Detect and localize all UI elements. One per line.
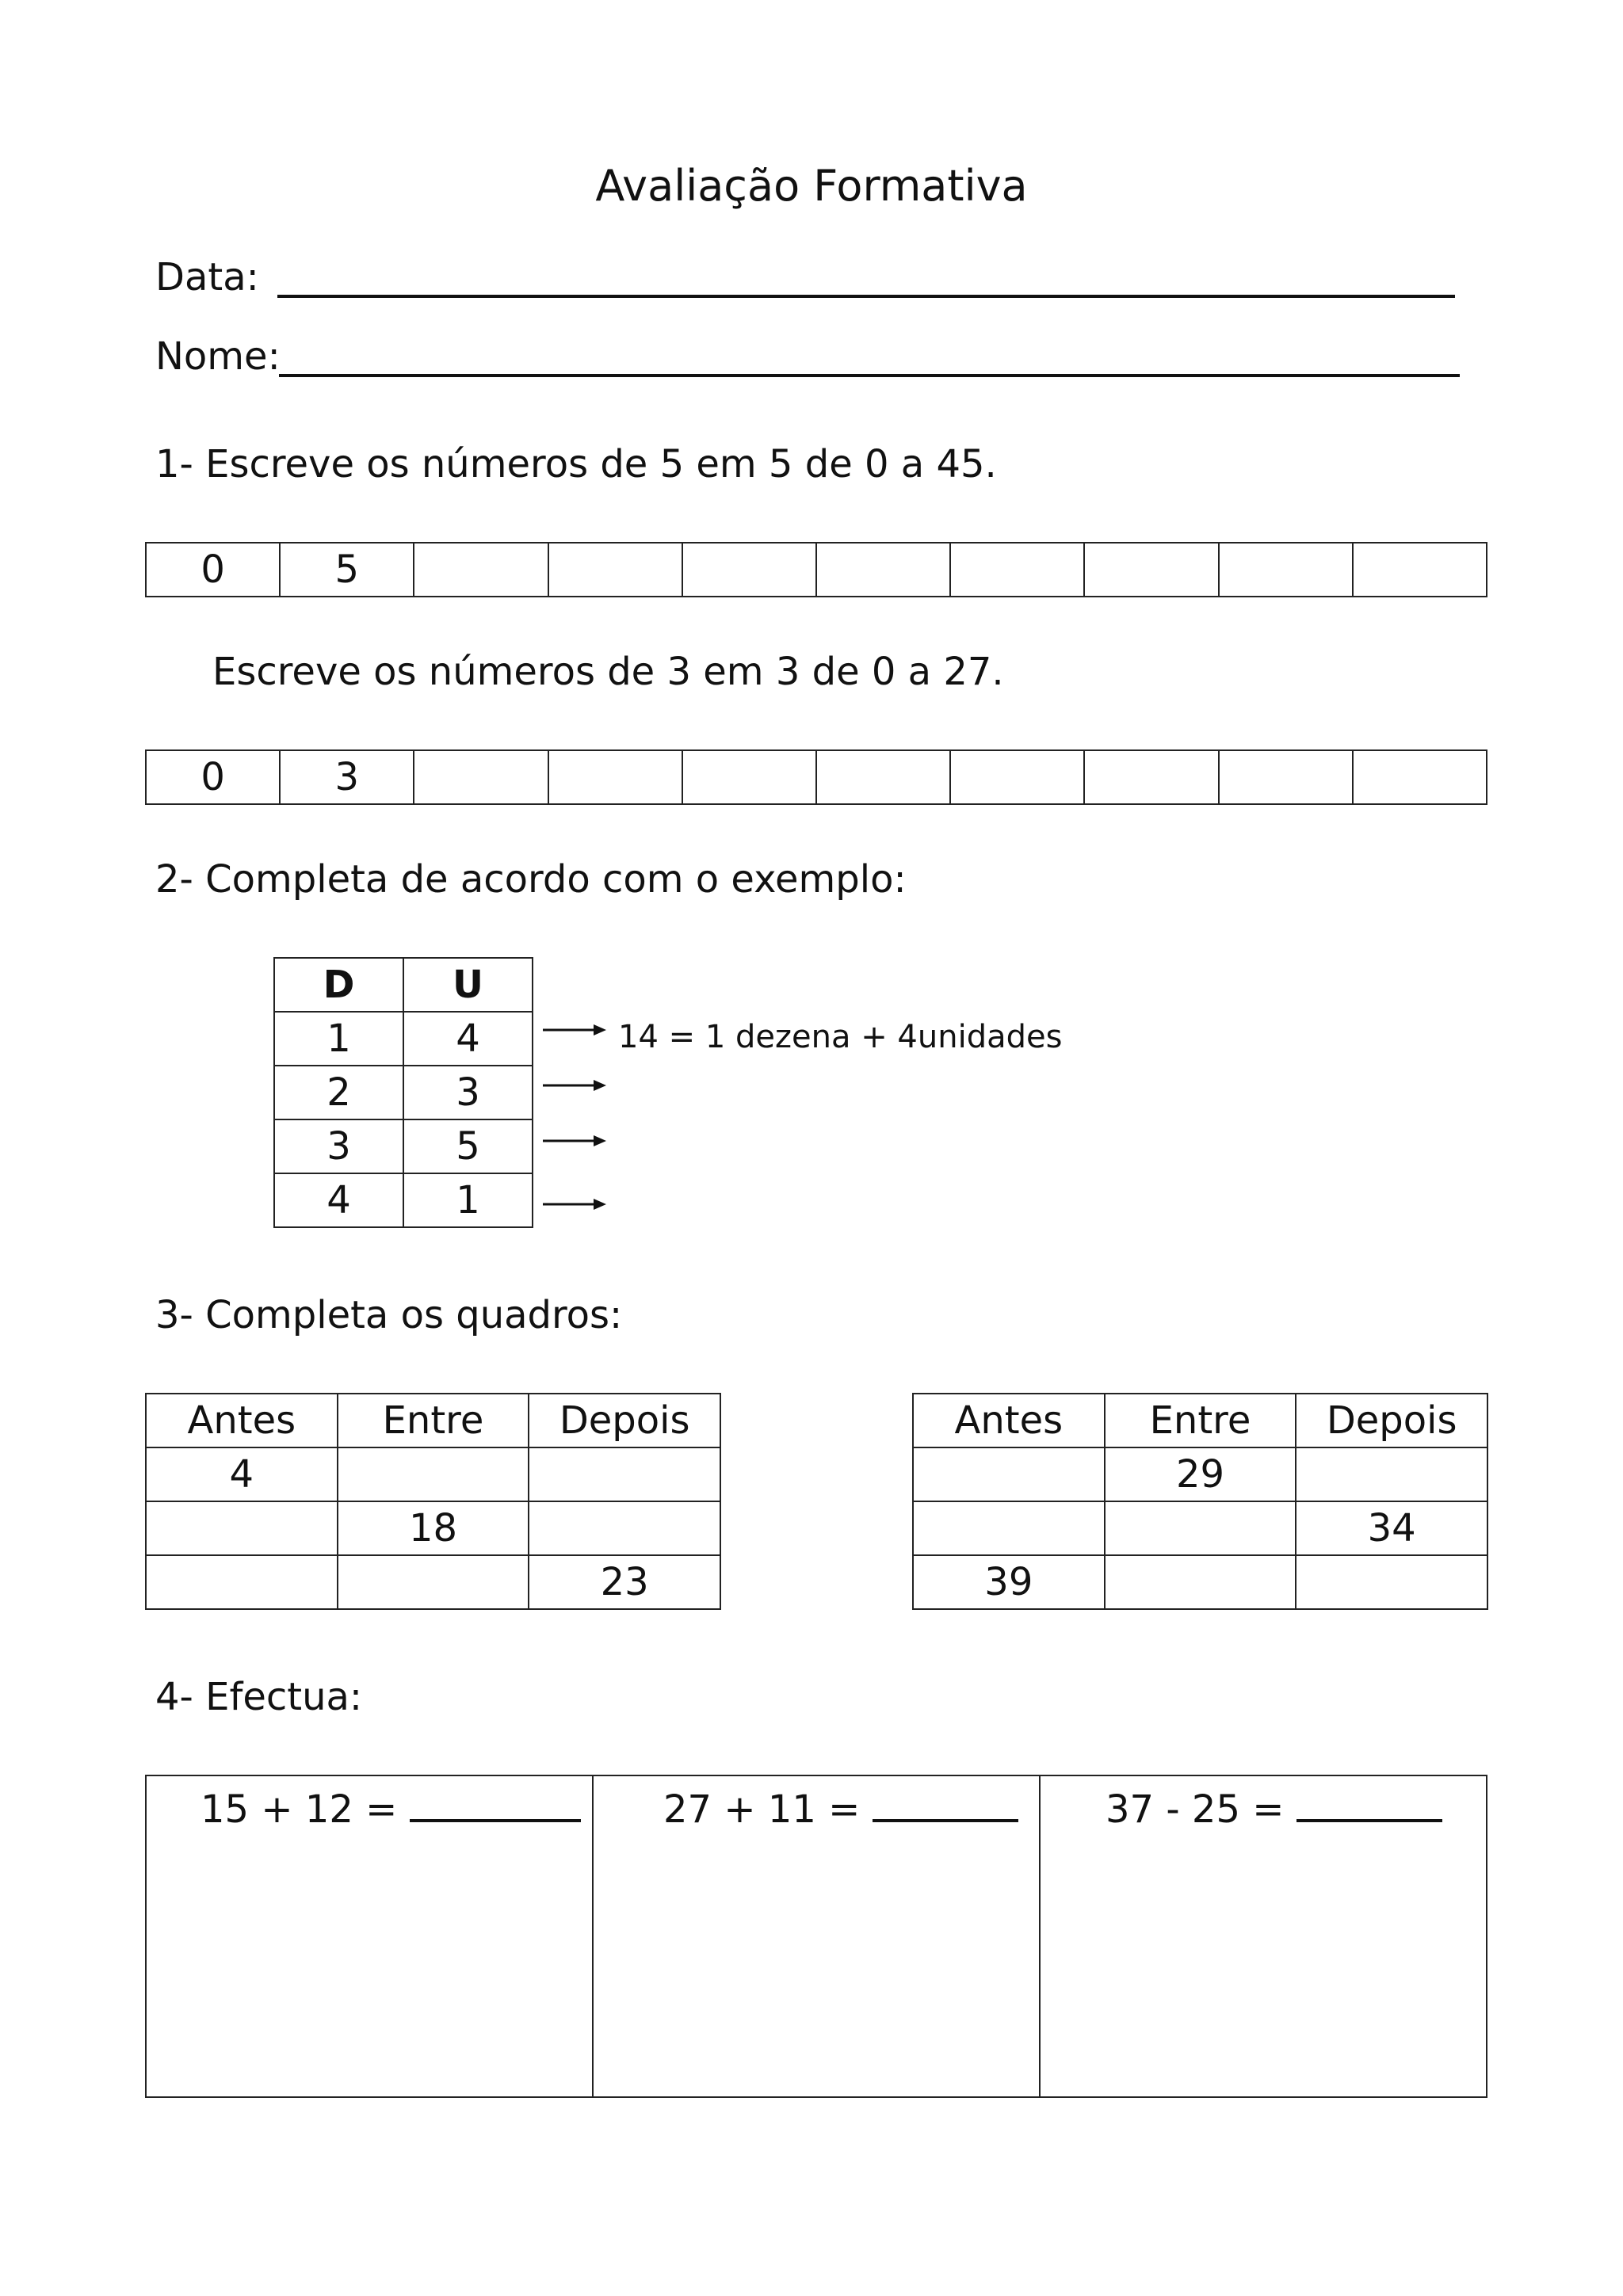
example-text: 14 = 1 dezena + 4unidades (618, 1019, 1063, 1055)
seq5-cell[interactable]: 0 (146, 543, 280, 597)
du-cell: 4 (403, 1012, 533, 1066)
sequence-table-3 (145, 749, 1487, 805)
answer-blank[interactable] (873, 1783, 1018, 1822)
seq5-cell[interactable] (1084, 543, 1218, 597)
seq5-cell[interactable]: 5 (280, 543, 414, 597)
du-cell: 2 (274, 1066, 403, 1119)
compare-table-left (145, 1393, 721, 1610)
header-antes: Antes (913, 1394, 1105, 1447)
operation-text: 27 + 11 = (663, 1787, 861, 1832)
du-header-d: D (274, 958, 403, 1012)
sequence-table-5 (145, 542, 1487, 597)
seq5-cell[interactable] (682, 543, 816, 597)
operation-line (1041, 1776, 1486, 1833)
name-field[interactable] (279, 374, 1460, 377)
compare-cell[interactable] (338, 1555, 529, 1609)
operations-table (145, 1775, 1487, 2098)
compare-cell[interactable] (529, 1447, 720, 1501)
compare-cell[interactable] (1296, 1555, 1487, 1609)
seq3-cell[interactable] (1084, 750, 1218, 804)
answer-blank[interactable] (1296, 1783, 1442, 1822)
du-cell: 1 (403, 1173, 533, 1227)
question-3-prompt: 3- Completa os quadros: (155, 1293, 623, 1337)
header-entre: Entre (338, 1394, 529, 1447)
seq3-cell[interactable] (1219, 750, 1353, 804)
question-1b-prompt: Escreve os números de 3 em 3 de 0 a 27. (212, 650, 1004, 694)
compare-cell[interactable]: 23 (529, 1555, 720, 1609)
compare-cell[interactable] (1296, 1447, 1487, 1501)
compare-cell[interactable]: 18 (338, 1501, 529, 1555)
seq3-cell[interactable] (816, 750, 950, 804)
seq5-cell[interactable] (816, 543, 950, 597)
compare-cell[interactable]: 39 (913, 1555, 1105, 1609)
compare-cell[interactable] (338, 1447, 529, 1501)
arrow-right-icon (543, 1133, 606, 1149)
operation-text: 15 + 12 = (200, 1787, 398, 1832)
seq3-cell[interactable]: 0 (146, 750, 280, 804)
arrow-right-icon (543, 1077, 606, 1093)
operation-box[interactable] (593, 1775, 1040, 2097)
operation-line (147, 1776, 592, 1833)
arrow-right-icon (543, 1022, 606, 1038)
du-header-u: U (403, 958, 533, 1012)
seq3-cell[interactable] (950, 750, 1084, 804)
seq5-cell[interactable] (1353, 543, 1487, 597)
seq5-cell[interactable] (548, 543, 682, 597)
date-label: Data: (155, 255, 259, 299)
question-1-prompt: 1- Escreve os números de 5 em 5 de 0 a 45. (155, 442, 997, 486)
seq5-cell[interactable] (1219, 543, 1353, 597)
seq3-cell[interactable]: 3 (280, 750, 414, 804)
du-cell: 3 (403, 1066, 533, 1119)
header-depois: Depois (1296, 1394, 1487, 1447)
name-label: Nome: (155, 334, 281, 379)
du-cell: 4 (274, 1173, 403, 1227)
operation-text: 37 - 25 = (1106, 1787, 1285, 1832)
du-table (273, 957, 533, 1228)
header-entre: Entre (1105, 1394, 1296, 1447)
compare-cell[interactable]: 34 (1296, 1501, 1487, 1555)
compare-cell[interactable] (1105, 1555, 1296, 1609)
seq3-cell[interactable] (548, 750, 682, 804)
du-cell: 3 (274, 1119, 403, 1173)
compare-cell[interactable] (913, 1447, 1105, 1501)
compare-cell[interactable] (913, 1501, 1105, 1555)
du-cell: 5 (403, 1119, 533, 1173)
compare-cell[interactable]: 29 (1105, 1447, 1296, 1501)
question-2-prompt: 2- Completa de acordo com o exemplo: (155, 857, 907, 902)
answer-blank[interactable] (410, 1783, 581, 1822)
compare-cell[interactable] (146, 1555, 338, 1609)
operation-box[interactable] (146, 1775, 593, 2097)
seq3-cell[interactable] (1353, 750, 1487, 804)
compare-cell[interactable] (529, 1501, 720, 1555)
seq5-cell[interactable] (414, 543, 548, 597)
date-field[interactable] (277, 295, 1455, 298)
arrow-right-icon (543, 1196, 606, 1212)
compare-table-right (912, 1393, 1488, 1610)
compare-cell[interactable] (146, 1501, 338, 1555)
operation-line (594, 1776, 1039, 1833)
header-depois: Depois (529, 1394, 720, 1447)
compare-cell[interactable] (1105, 1501, 1296, 1555)
header-antes: Antes (146, 1394, 338, 1447)
seq3-cell[interactable] (414, 750, 548, 804)
question-4-prompt: 4- Efectua: (155, 1675, 363, 1719)
du-cell: 1 (274, 1012, 403, 1066)
operation-box[interactable] (1040, 1775, 1487, 2097)
seq5-cell[interactable] (950, 543, 1084, 597)
seq3-cell[interactable] (682, 750, 816, 804)
compare-cell[interactable]: 4 (146, 1447, 338, 1501)
page-title: Avaliação Formativa (595, 161, 1028, 211)
